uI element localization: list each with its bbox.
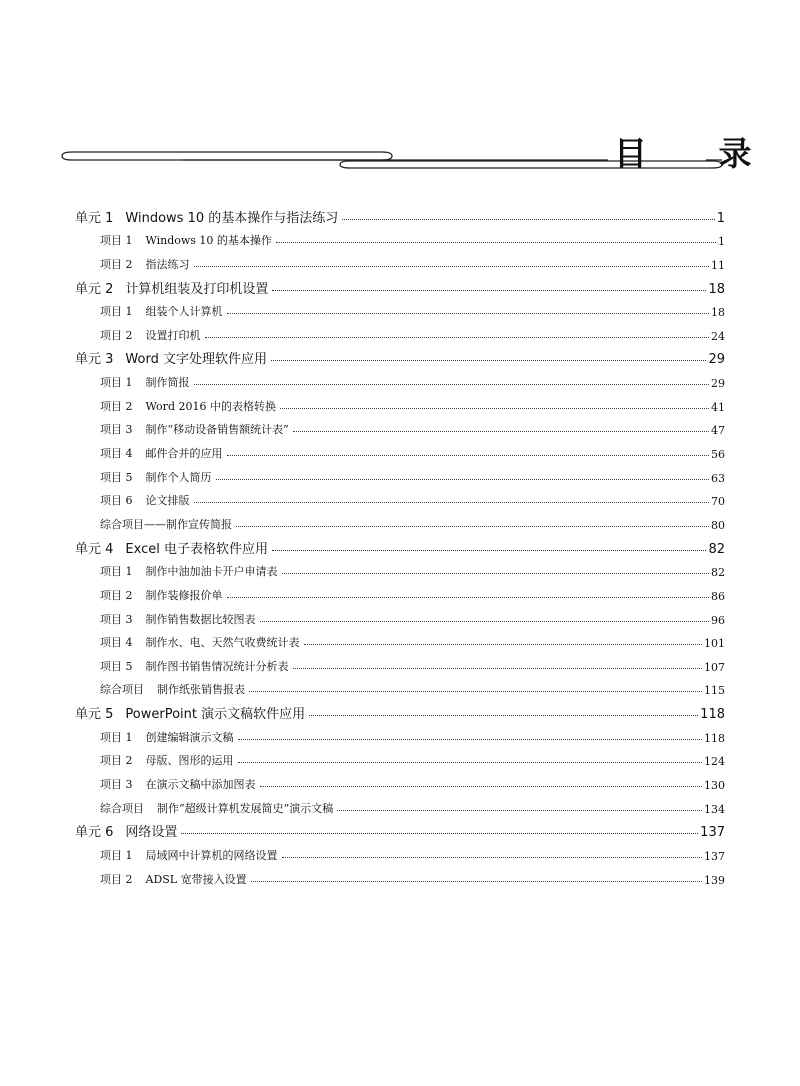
toc-item-entry-title: 制作简报	[145, 376, 190, 390]
toc-unit-entry-number: 单元 4	[75, 541, 114, 557]
toc-unit-entry[interactable]	[75, 819, 725, 843]
toc-item-entry-number: 项目 3	[100, 612, 133, 626]
toc-item-entry-label	[100, 729, 236, 745]
dot-leader	[194, 501, 710, 503]
toc-item-entry[interactable]	[75, 440, 725, 464]
toc-unit-entry-number: 单元 6	[75, 825, 114, 841]
toc-item-entry-number: 项目 2	[100, 257, 133, 271]
toc-item-entry-title: 制作中油加油卡开户申请表	[145, 565, 278, 579]
toc-item-entry[interactable]	[75, 488, 725, 512]
dot-leader	[194, 383, 710, 385]
toc-item-entry-title: 指法练习	[145, 257, 190, 271]
toc-unit-entry-title: PowerPoint 演示文稿软件应用	[125, 707, 306, 723]
toc-header	[0, 0, 800, 200]
toc-item-entry-title: 论文排版	[145, 494, 190, 508]
dot-leader	[205, 336, 710, 338]
toc-item-entry-page-number: 24	[711, 329, 725, 343]
dot-leader	[238, 738, 703, 740]
dot-leader	[216, 478, 710, 480]
toc-item-entry-number: 项目 2	[100, 399, 133, 413]
toc-item-entry[interactable]	[75, 322, 725, 346]
dot-leader	[238, 761, 703, 763]
toc-item-entry-number: 项目 1	[100, 565, 133, 579]
toc-unit-entry-page-number: 82	[708, 541, 725, 557]
toc-item-entry-number: 项目 1	[100, 376, 133, 390]
toc-item-entry-number: 项目 2	[100, 754, 133, 768]
toc-item-entry[interactable]	[75, 464, 725, 488]
toc-item-entry[interactable]	[75, 299, 725, 323]
toc-item-entry-page-number: 29	[711, 377, 725, 391]
toc-item-entry-title: 制作“移动设备销售额统计表”	[145, 423, 289, 437]
dot-leader	[337, 809, 702, 811]
toc-item-entry-label	[100, 469, 214, 485]
dot-leader	[260, 785, 703, 787]
toc-item-entry-title: 创建编辑演示文稿	[145, 730, 234, 744]
toc-item-entry-label	[100, 658, 291, 674]
dot-leader	[282, 572, 710, 574]
toc-item-entry-page-number: 47	[711, 424, 725, 438]
toc-item-entry-page-number: 130	[704, 779, 725, 793]
toc-item-entry-label	[100, 587, 225, 603]
toc-item-entry[interactable]	[75, 842, 725, 866]
toc-item-entry-number: 项目 3	[100, 778, 133, 792]
toc-item-entry-title: 制作个人简历	[145, 470, 212, 484]
dot-leader	[227, 454, 710, 456]
dot-leader	[276, 241, 716, 243]
toc-unit-entry-label	[75, 207, 340, 226]
toc-unit-entry-number: 单元 2	[75, 281, 114, 297]
toc-item-entry-title: 组装个人计算机	[145, 305, 223, 319]
toc-item-entry[interactable]	[75, 653, 725, 677]
toc-item-entry-number: 项目 2	[100, 872, 133, 886]
toc-item-entry-page-number: 82	[711, 566, 725, 580]
toc-item-entry-title: 制作水、电、天然气收费统计表	[145, 636, 300, 650]
toc-unit-entry-label	[75, 538, 270, 557]
dot-leader	[271, 359, 707, 361]
toc-unit-entry-number: 单元 1	[75, 210, 114, 226]
toc-unit-entry-page-number: 18	[708, 281, 725, 297]
toc-unit-entry-page-number: 1	[716, 210, 725, 226]
toc-item-entry-number: 项目 1	[100, 848, 133, 862]
toc-item-entry-title: 在演示文稿中添加图表	[145, 778, 256, 792]
toc-unit-entry-title: Word 文字处理软件应用	[125, 352, 267, 368]
toc-item-entry-page-number: 96	[711, 613, 725, 627]
toc-item-entry-page-number: 101	[704, 637, 725, 651]
toc-item-entry-title: 制作装修报价单	[145, 588, 223, 602]
toc-item-entry-label	[100, 398, 278, 414]
toc-item-entry-number: 项目 2	[100, 328, 133, 342]
toc-item-entry[interactable]	[75, 417, 725, 441]
toc-unit-entry-page-number: 118	[700, 707, 725, 723]
toc-item-entry-label	[100, 516, 234, 532]
toc-item-entry[interactable]	[75, 369, 725, 393]
page-title: 目 录	[614, 134, 782, 173]
toc-unit-entry[interactable]	[75, 700, 725, 724]
toc-item-entry-title: 制作销售数据比较图表	[145, 612, 256, 626]
toc-item-entry-page-number: 56	[711, 448, 725, 462]
toc-item-entry-label	[100, 634, 302, 650]
toc-item-entry-label	[100, 327, 203, 343]
toc-item-entry[interactable]	[75, 511, 725, 535]
toc-item-entry-number: 综合项目	[100, 517, 144, 531]
toc-item-entry-page-number: 11	[711, 258, 725, 272]
toc-item-entry-number: 项目 4	[100, 447, 133, 461]
toc-item-entry-page-number: 86	[711, 589, 725, 603]
toc-item-entry-label	[100, 492, 192, 508]
toc-item-entry-page-number: 107	[704, 660, 725, 674]
toc-item-entry-page-number: 124	[704, 755, 725, 769]
toc-item-entry-page-number: 41	[711, 400, 725, 414]
toc-item-entry[interactable]	[75, 795, 725, 819]
toc-item-entry-number: 综合项目	[100, 683, 144, 697]
toc-item-entry-title: 邮件合并的应用	[145, 447, 223, 461]
toc-item-entry-page-number: 70	[711, 495, 725, 509]
toc-item-entry-title: 母版、图形的运用	[145, 754, 234, 768]
toc-item-entry[interactable]	[75, 559, 725, 583]
toc-unit-entry-title: Windows 10 的基本操作与指法练习	[125, 210, 339, 226]
dot-leader	[227, 596, 710, 598]
dot-leader	[236, 525, 709, 527]
toc-item-entry[interactable]	[75, 771, 725, 795]
toc-unit-entry[interactable]	[75, 204, 725, 228]
toc-item-entry-label	[100, 374, 192, 390]
toc-item-entry-number: 综合项目	[100, 801, 144, 815]
toc-item-entry-number: 项目 5	[100, 659, 133, 673]
toc-item-entry-label	[100, 563, 280, 579]
toc-item-entry-page-number: 63	[711, 471, 725, 485]
toc-item-entry-page-number: 139	[704, 873, 725, 887]
toc-item-entry-number: 项目 1	[100, 234, 133, 248]
toc-item-entry[interactable]	[75, 251, 725, 275]
toc-item-entry-title: 局域网中计算机的网络设置	[145, 848, 278, 862]
toc-item-entry-label	[100, 445, 225, 461]
toc-unit-entry-number: 单元 5	[75, 707, 114, 723]
toc-item-entry-label	[100, 752, 236, 768]
toc-unit-entry-label	[75, 348, 269, 367]
toc-unit-entry-title: 计算机组装及打印机设置	[125, 281, 269, 297]
toc-item-entry-page-number: 115	[704, 684, 725, 698]
dot-leader	[194, 265, 710, 267]
toc-item-entry-title: Windows 10 的基本操作	[145, 234, 272, 248]
toc-item-entry-title: ADSL 宽带接入设置	[145, 872, 247, 886]
toc-item-entry-title: Word 2016 中的表格转换	[145, 399, 276, 413]
toc-item-entry-label	[100, 611, 258, 627]
toc-unit-entry-title: Excel 电子表格软件应用	[125, 541, 268, 557]
toc-item-entry-title: 设置打印机	[145, 328, 201, 342]
toc-item-entry-label	[100, 847, 280, 863]
toc-unit-entry-label	[75, 278, 270, 297]
toc-item-entry-label	[100, 256, 192, 272]
toc-item-entry-label	[100, 421, 291, 437]
toc-item-entry[interactable]	[75, 630, 725, 654]
toc-item-entry-page-number: 1	[718, 235, 725, 249]
toc-unit-entry-label	[75, 821, 179, 840]
dot-leader	[309, 714, 698, 716]
toc-item-entry-title: 制作图书销售情况统计分析表	[145, 659, 289, 673]
toc-item-entry-number: 项目 1	[100, 730, 133, 744]
toc-unit-entry-page-number: 29	[708, 352, 725, 368]
toc-item-entry[interactable]	[75, 606, 725, 630]
toc-item-entry-number: 项目 5	[100, 470, 133, 484]
dot-leader	[280, 407, 709, 409]
dot-leader	[260, 620, 710, 622]
dot-leader	[272, 549, 706, 551]
toc-unit-entry[interactable]	[75, 535, 725, 559]
toc-item-entry-number: 项目 3	[100, 423, 133, 437]
toc-item-entry-page-number: 118	[704, 731, 725, 745]
dot-leader	[249, 690, 702, 692]
toc-item-entry-title: 制作纸张销售报表	[157, 683, 245, 697]
dot-leader	[293, 430, 709, 432]
toc-item-entry-title: ——制作宣传简报	[144, 517, 232, 531]
toc-item-entry-label	[100, 232, 274, 248]
toc-item-entry[interactable]	[75, 393, 725, 417]
toc-item-entry[interactable]	[75, 748, 725, 772]
toc-item-entry-label	[100, 303, 225, 319]
toc-item-entry-number: 项目 4	[100, 636, 133, 650]
toc-item-entry-page-number: 80	[711, 518, 725, 532]
dot-leader	[227, 312, 710, 314]
dot-leader	[272, 289, 706, 291]
table-of-contents	[75, 204, 725, 890]
toc-unit-entry[interactable]	[75, 275, 725, 299]
toc-unit-entry[interactable]	[75, 346, 725, 370]
toc-item-entry-label	[100, 871, 249, 887]
dot-leader	[342, 218, 714, 220]
dot-leader	[304, 643, 703, 645]
toc-item-entry-label	[100, 800, 335, 816]
toc-item-entry-page-number: 134	[704, 802, 725, 816]
toc-unit-entry-title: 网络设置	[125, 825, 178, 841]
toc-item-entry[interactable]	[75, 228, 725, 252]
dot-leader	[181, 832, 698, 834]
toc-unit-entry-number: 单元 3	[75, 352, 114, 368]
dot-leader	[293, 667, 703, 669]
toc-unit-entry-page-number: 137	[700, 825, 725, 841]
toc-item-entry-label	[100, 776, 258, 792]
toc-item-entry[interactable]	[75, 866, 725, 890]
toc-item-entry[interactable]	[75, 582, 725, 606]
toc-unit-entry-label	[75, 703, 307, 722]
toc-item-entry[interactable]	[75, 724, 725, 748]
toc-item-entry-title: 制作“超级计算机发展简史”演示文稿	[157, 801, 334, 815]
toc-item-entry-page-number: 18	[711, 306, 725, 320]
dot-leader	[282, 856, 703, 858]
toc-item-entry-page-number: 137	[704, 849, 725, 863]
toc-item-entry-number: 项目 2	[100, 588, 133, 602]
toc-item-entry[interactable]	[75, 677, 725, 701]
toc-item-entry-number: 项目 1	[100, 305, 133, 319]
dot-leader	[251, 880, 702, 882]
toc-item-entry-label	[100, 681, 247, 697]
toc-item-entry-number: 项目 6	[100, 494, 133, 508]
